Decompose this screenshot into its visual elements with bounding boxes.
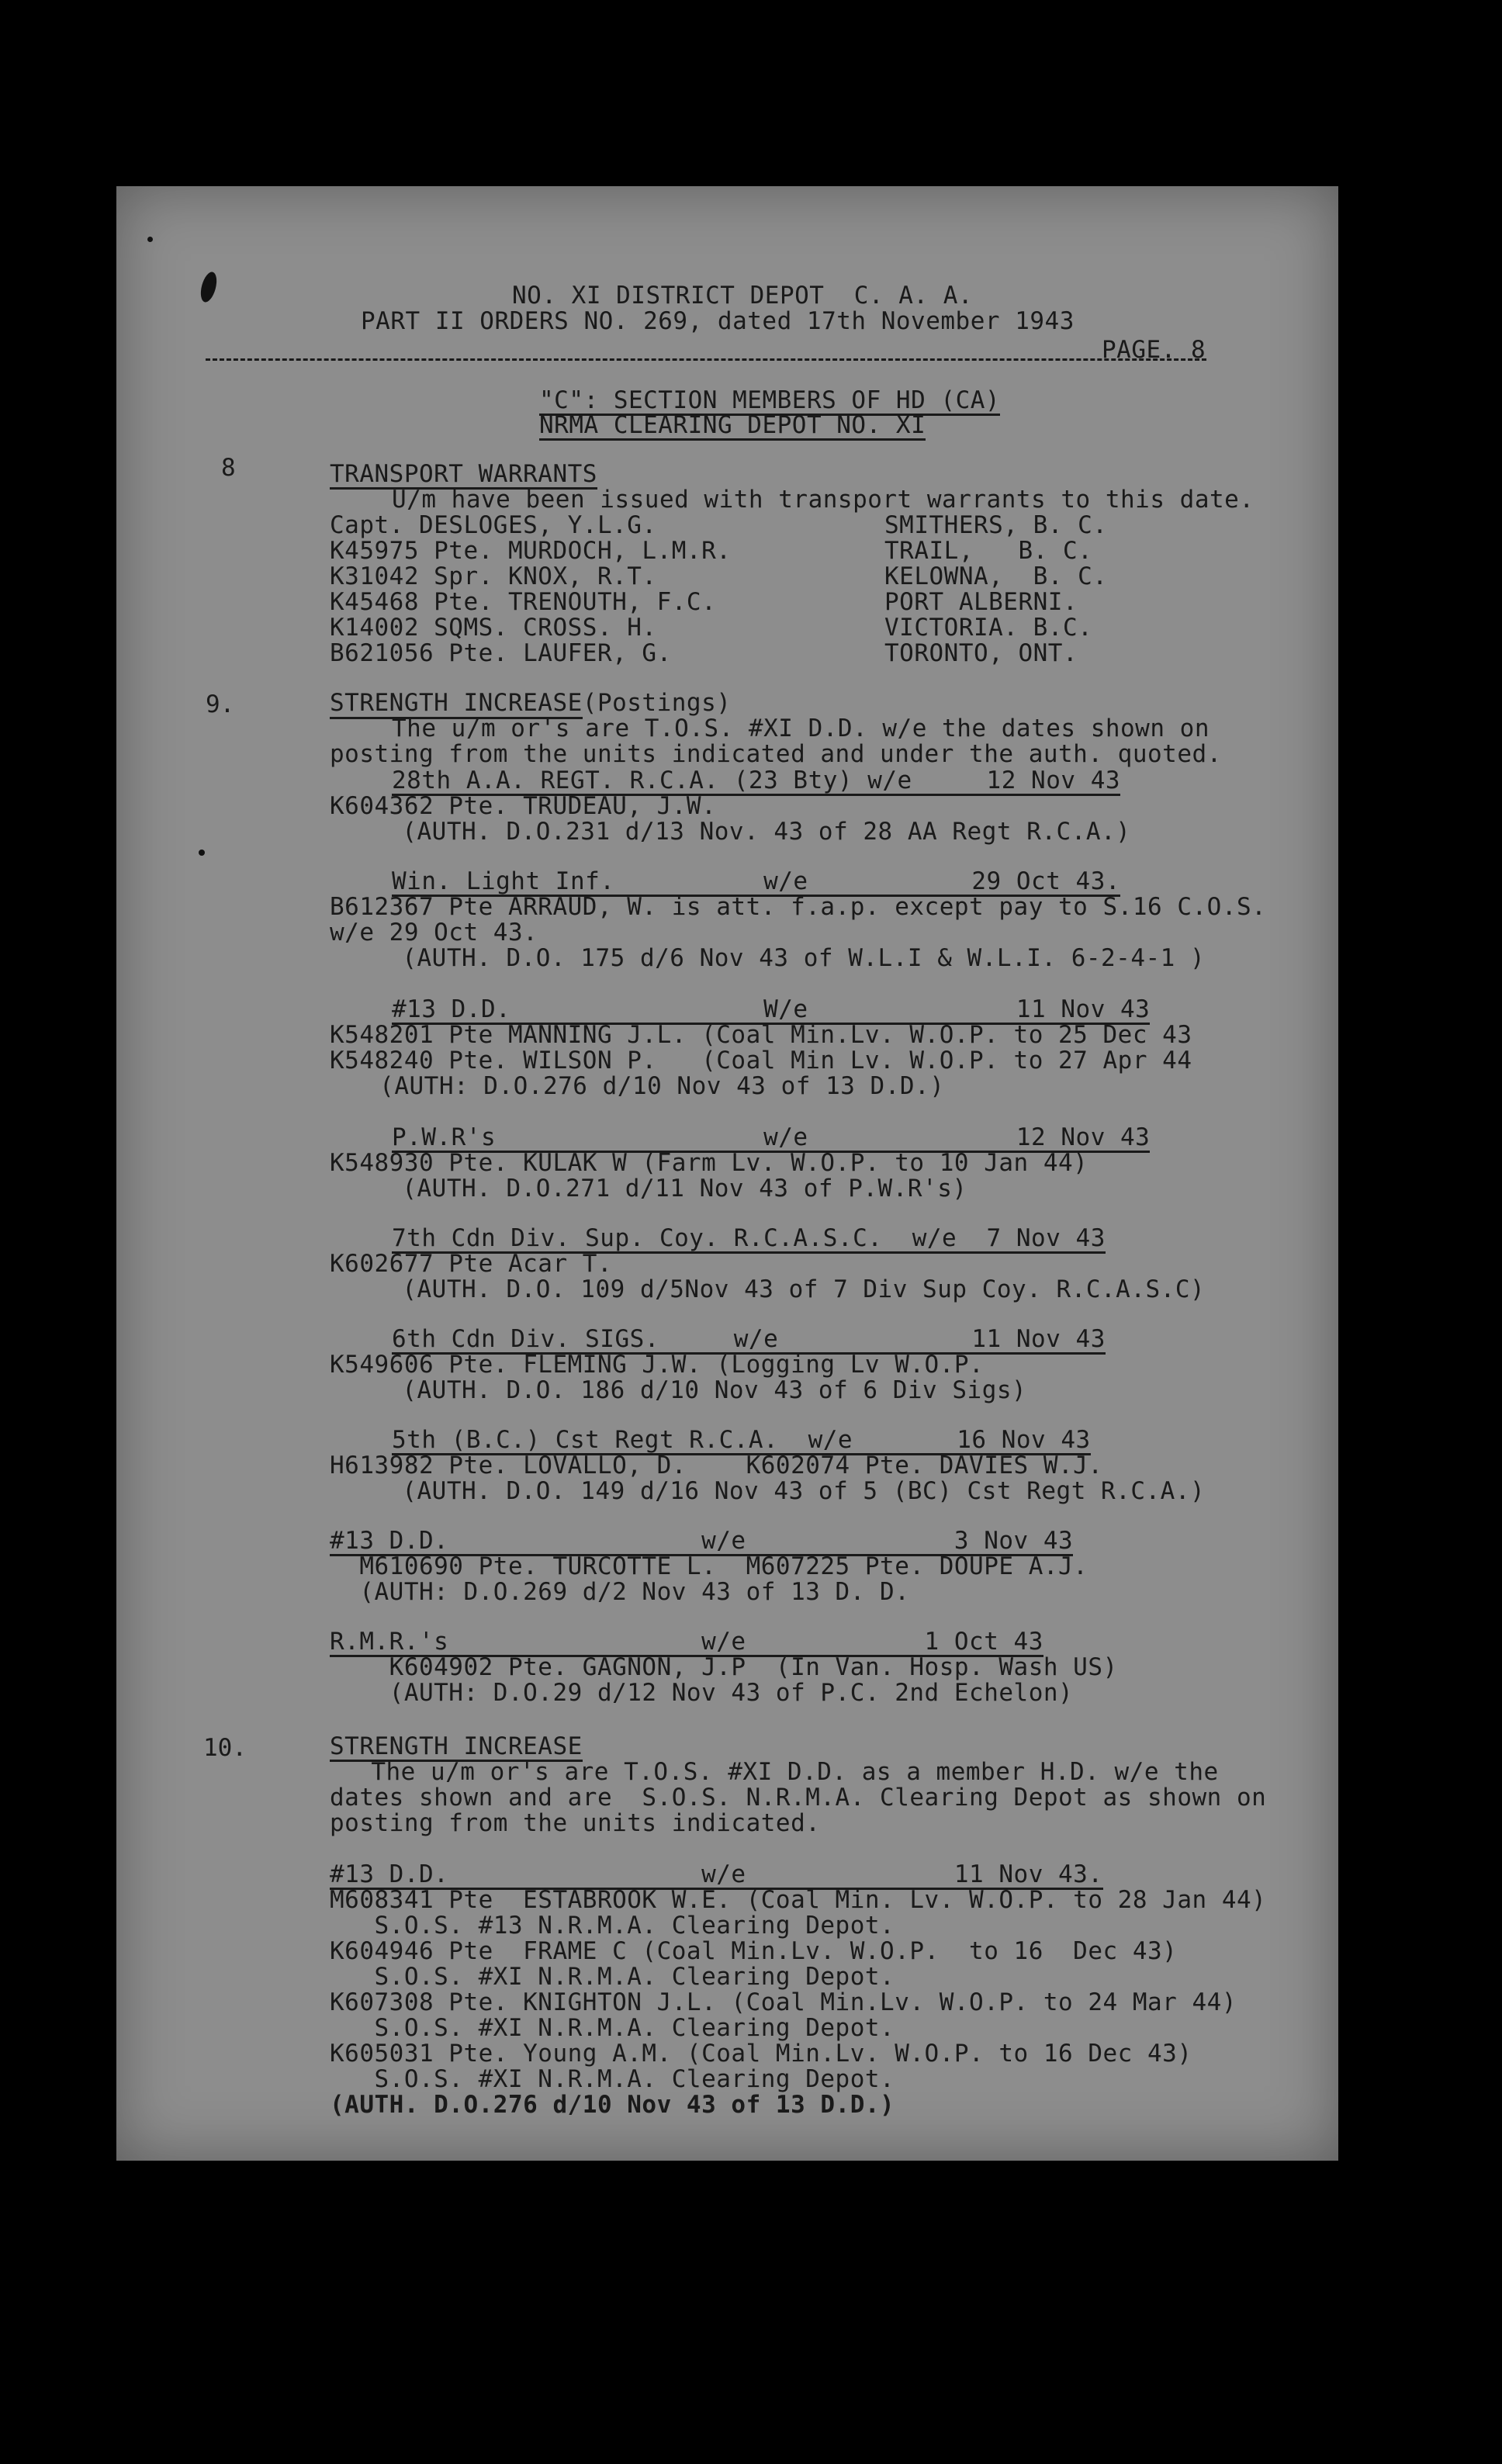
entry-line: (AUTH: D.O.276 d/10 Nov 43 of 13 D.D.) <box>365 1072 945 1100</box>
list-item: VICTORIA. B.C. <box>884 614 1093 642</box>
unit-line: Win. Light Inf. w/e 29 Oct 43. <box>392 867 1121 895</box>
section9-intro-line1: The u/m or's are T.O.S. #XI D.D. w/e the dates shown on <box>392 715 1210 742</box>
entry-line: K605031 Pte. Young A.M. (Coal Min.Lv. W.O.P. to 16 Dec 43) <box>330 2040 1192 2068</box>
ink-blot <box>198 270 220 303</box>
entry-line: M608341 Pte ESTABROOK W.E. (Coal Min. Lv. W.O.P. to 28 Jan 44) <box>330 1886 1267 1914</box>
unit-line: 5th (B.C.) Cst Regt R.C.A. w/e 16 Nov 43 <box>392 1426 1091 1454</box>
unit-line: #13 D.D. w/e 11 Nov 43. <box>330 1860 1103 1888</box>
section10-intro-line1: The u/m or's are T.O.S. #XI D.D. as a member H.D. w/e the <box>341 1758 1219 1786</box>
entry-line: H613982 Pte. LOVALLO, D. K602074 Pte. DAVIES W.J. <box>330 1452 1103 1479</box>
page-number: PAGE. 8 <box>1102 336 1206 364</box>
entry-line: S.O.S. #XI N.R.M.A. Clearing Depot. <box>330 1963 895 1991</box>
entry-line: K607308 Pte. KNIGHTON J.L. (Coal Min.Lv. W.O.P. to 24 Mar 44) <box>330 1988 1237 2016</box>
list-item: TORONTO, ONT. <box>884 639 1078 667</box>
unit-line: 28th A.A. REGT. R.C.A. (23 Bty) w/e 12 Nov 43 <box>392 767 1121 794</box>
entry-line: (AUTH: D.O.269 d/2 Nov 43 of 13 D. D. <box>330 1578 910 1606</box>
orders-line: PART II ORDERS NO. 269, dated 17th November 1943 <box>361 307 1075 335</box>
entry-line: M610690 Pte. TURCOTTE L. M607225 Pte. DOUPE A.J. <box>330 1552 1088 1580</box>
heading-text: STRENGTH INCREASE <box>330 689 583 719</box>
entry-line: S.O.S. #13 N.R.M.A. Clearing Depot. <box>330 1912 895 1940</box>
transport-warrants-heading: TRANSPORT WARRANTS <box>330 460 597 488</box>
item-number-8: 8 <box>221 454 236 482</box>
list-item: K31042 Spr. KNOX, R.T. <box>330 562 657 590</box>
heading-suffix: (Postings) <box>582 689 732 717</box>
entry-line: K548240 Pte. WILSON P. (Coal Min Lv. W.O.P. to 27 Apr 44 <box>330 1047 1192 1075</box>
entry-line: K604902 Pte. GAGNON, J.P (In Van. Hosp. Wash US) <box>330 1653 1118 1681</box>
unit-line: 7th Cdn Div. Sup. Coy. R.C.A.S.C. w/e 7 Nov 43 <box>392 1224 1106 1252</box>
entry-line: S.O.S. #XI N.R.M.A. Clearing Depot. <box>330 2014 895 2042</box>
depot-title: NO. XI DISTRICT DEPOT C. A. A. <box>512 282 974 310</box>
section9-intro-line2: posting from the units indicated and under the auth. quoted. <box>330 740 1222 768</box>
entry-line: S.O.S. #XI N.R.M.A. Clearing Depot. <box>330 2065 895 2093</box>
ink-dot <box>147 237 153 242</box>
list-item: K14002 SQMS. CROSS. H. <box>330 614 657 642</box>
item-number-10: 10. <box>203 1734 247 1762</box>
section-subtitle: NRMA CLEARING DEPOT NO. XI <box>539 411 926 439</box>
section10-intro-line2: dates shown and are S.O.S. N.R.M.A. Clearing Depot as shown on <box>330 1784 1267 1812</box>
entry-line: (AUTH. D.O. 186 d/10 Nov 43 of 6 Div Sigs) <box>372 1376 1027 1404</box>
entry-line: B612367 Pte ARRAUD, W. is att. f.a.p. except pay to S.16 C.O.S. <box>330 893 1267 921</box>
strength-increase-heading-2: STRENGTH INCREASE <box>330 1732 583 1760</box>
entry-line: (AUTH: D.O.29 d/12 Nov 43 of P.C. 2nd Echelon) <box>330 1679 1074 1707</box>
entry-line: (AUTH. D.O.231 d/13 Nov. 43 of 28 AA Regt R.C.A.) <box>372 818 1131 846</box>
header-rule <box>206 358 1206 361</box>
list-item: K45975 Pte. MURDOCH, L.M.R. <box>330 537 732 565</box>
entry-line: K548201 Pte MANNING J.L. (Coal Min.Lv. W.O.P. to 25 Dec 43 <box>330 1021 1192 1049</box>
ink-dot <box>199 850 205 856</box>
entry-line: K548930 Pte. KULAK W (Farm Lv. W.O.P. to 10 Jan 44) <box>330 1149 1088 1177</box>
entry-line: (AUTH. D.O. 175 d/6 Nov 43 of W.L.I & W.L.I. 6-2-4-1 ) <box>372 944 1206 972</box>
entry-line: (AUTH. D.O.271 d/11 Nov 43 of P.W.R's) <box>372 1175 967 1203</box>
strength-increase-heading <box>330 690 731 716</box>
unit-line: 6th Cdn Div. SIGS. w/e 11 Nov 43 <box>392 1325 1106 1353</box>
unit-line: P.W.R's w/e 12 Nov 43 <box>392 1123 1151 1151</box>
list-item: KELOWNA, B. C. <box>884 562 1108 590</box>
entry-line: K549606 Pte. FLEMING J.W. (Logging Lv W.O.P. <box>330 1351 985 1379</box>
entry-line: w/e 29 Oct 43. <box>330 919 538 946</box>
entry-line: (AUTH. D.O. 109 d/5Nov 43 of 7 Div Sup Coy. R.C.A.S.C) <box>372 1275 1206 1303</box>
list-item: B621056 Pte. LAUFER, G. <box>330 639 672 667</box>
item-number-9: 9. <box>206 690 235 718</box>
section-title: "C": SECTION MEMBERS OF HD (CA) <box>539 386 1001 414</box>
transport-intro: U/m have been issued with transport warrants to this date. <box>392 486 1255 514</box>
entry-line: K602677 Pte Acar T. <box>330 1250 613 1278</box>
entry-line: K604362 Pte. TRUDEAU, J.W. <box>330 792 717 820</box>
list-item: Capt. DESLOGES, Y.L.G. <box>330 511 657 539</box>
list-item: TRAIL, B. C. <box>884 537 1093 565</box>
list-item: SMITHERS, B. C. <box>884 511 1108 539</box>
document-page <box>116 186 1338 2161</box>
unit-line: #13 D.D. W/e 11 Nov 43 <box>392 995 1151 1023</box>
entry-line: K604946 Pte FRAME C (Coal Min.Lv. W.O.P. to 16 Dec 43) <box>330 1937 1178 1965</box>
entry-line: (AUTH. D.O.276 d/10 Nov 43 of 13 D.D.) <box>330 2091 895 2119</box>
unit-line: R.M.R.'s w/e 1 Oct 43 <box>330 1628 1043 1656</box>
section10-intro-line3: posting from the units indicated. <box>330 1809 821 1837</box>
unit-line: #13 D.D. w/e 3 Nov 43 <box>330 1527 1074 1555</box>
entry-line: (AUTH. D.O. 149 d/16 Nov 43 of 5 (BC) Cst Regt R.C.A.) <box>372 1477 1206 1505</box>
list-item: K45468 Pte. TRENOUTH, F.C. <box>330 588 717 616</box>
list-item: PORT ALBERNI. <box>884 588 1078 616</box>
